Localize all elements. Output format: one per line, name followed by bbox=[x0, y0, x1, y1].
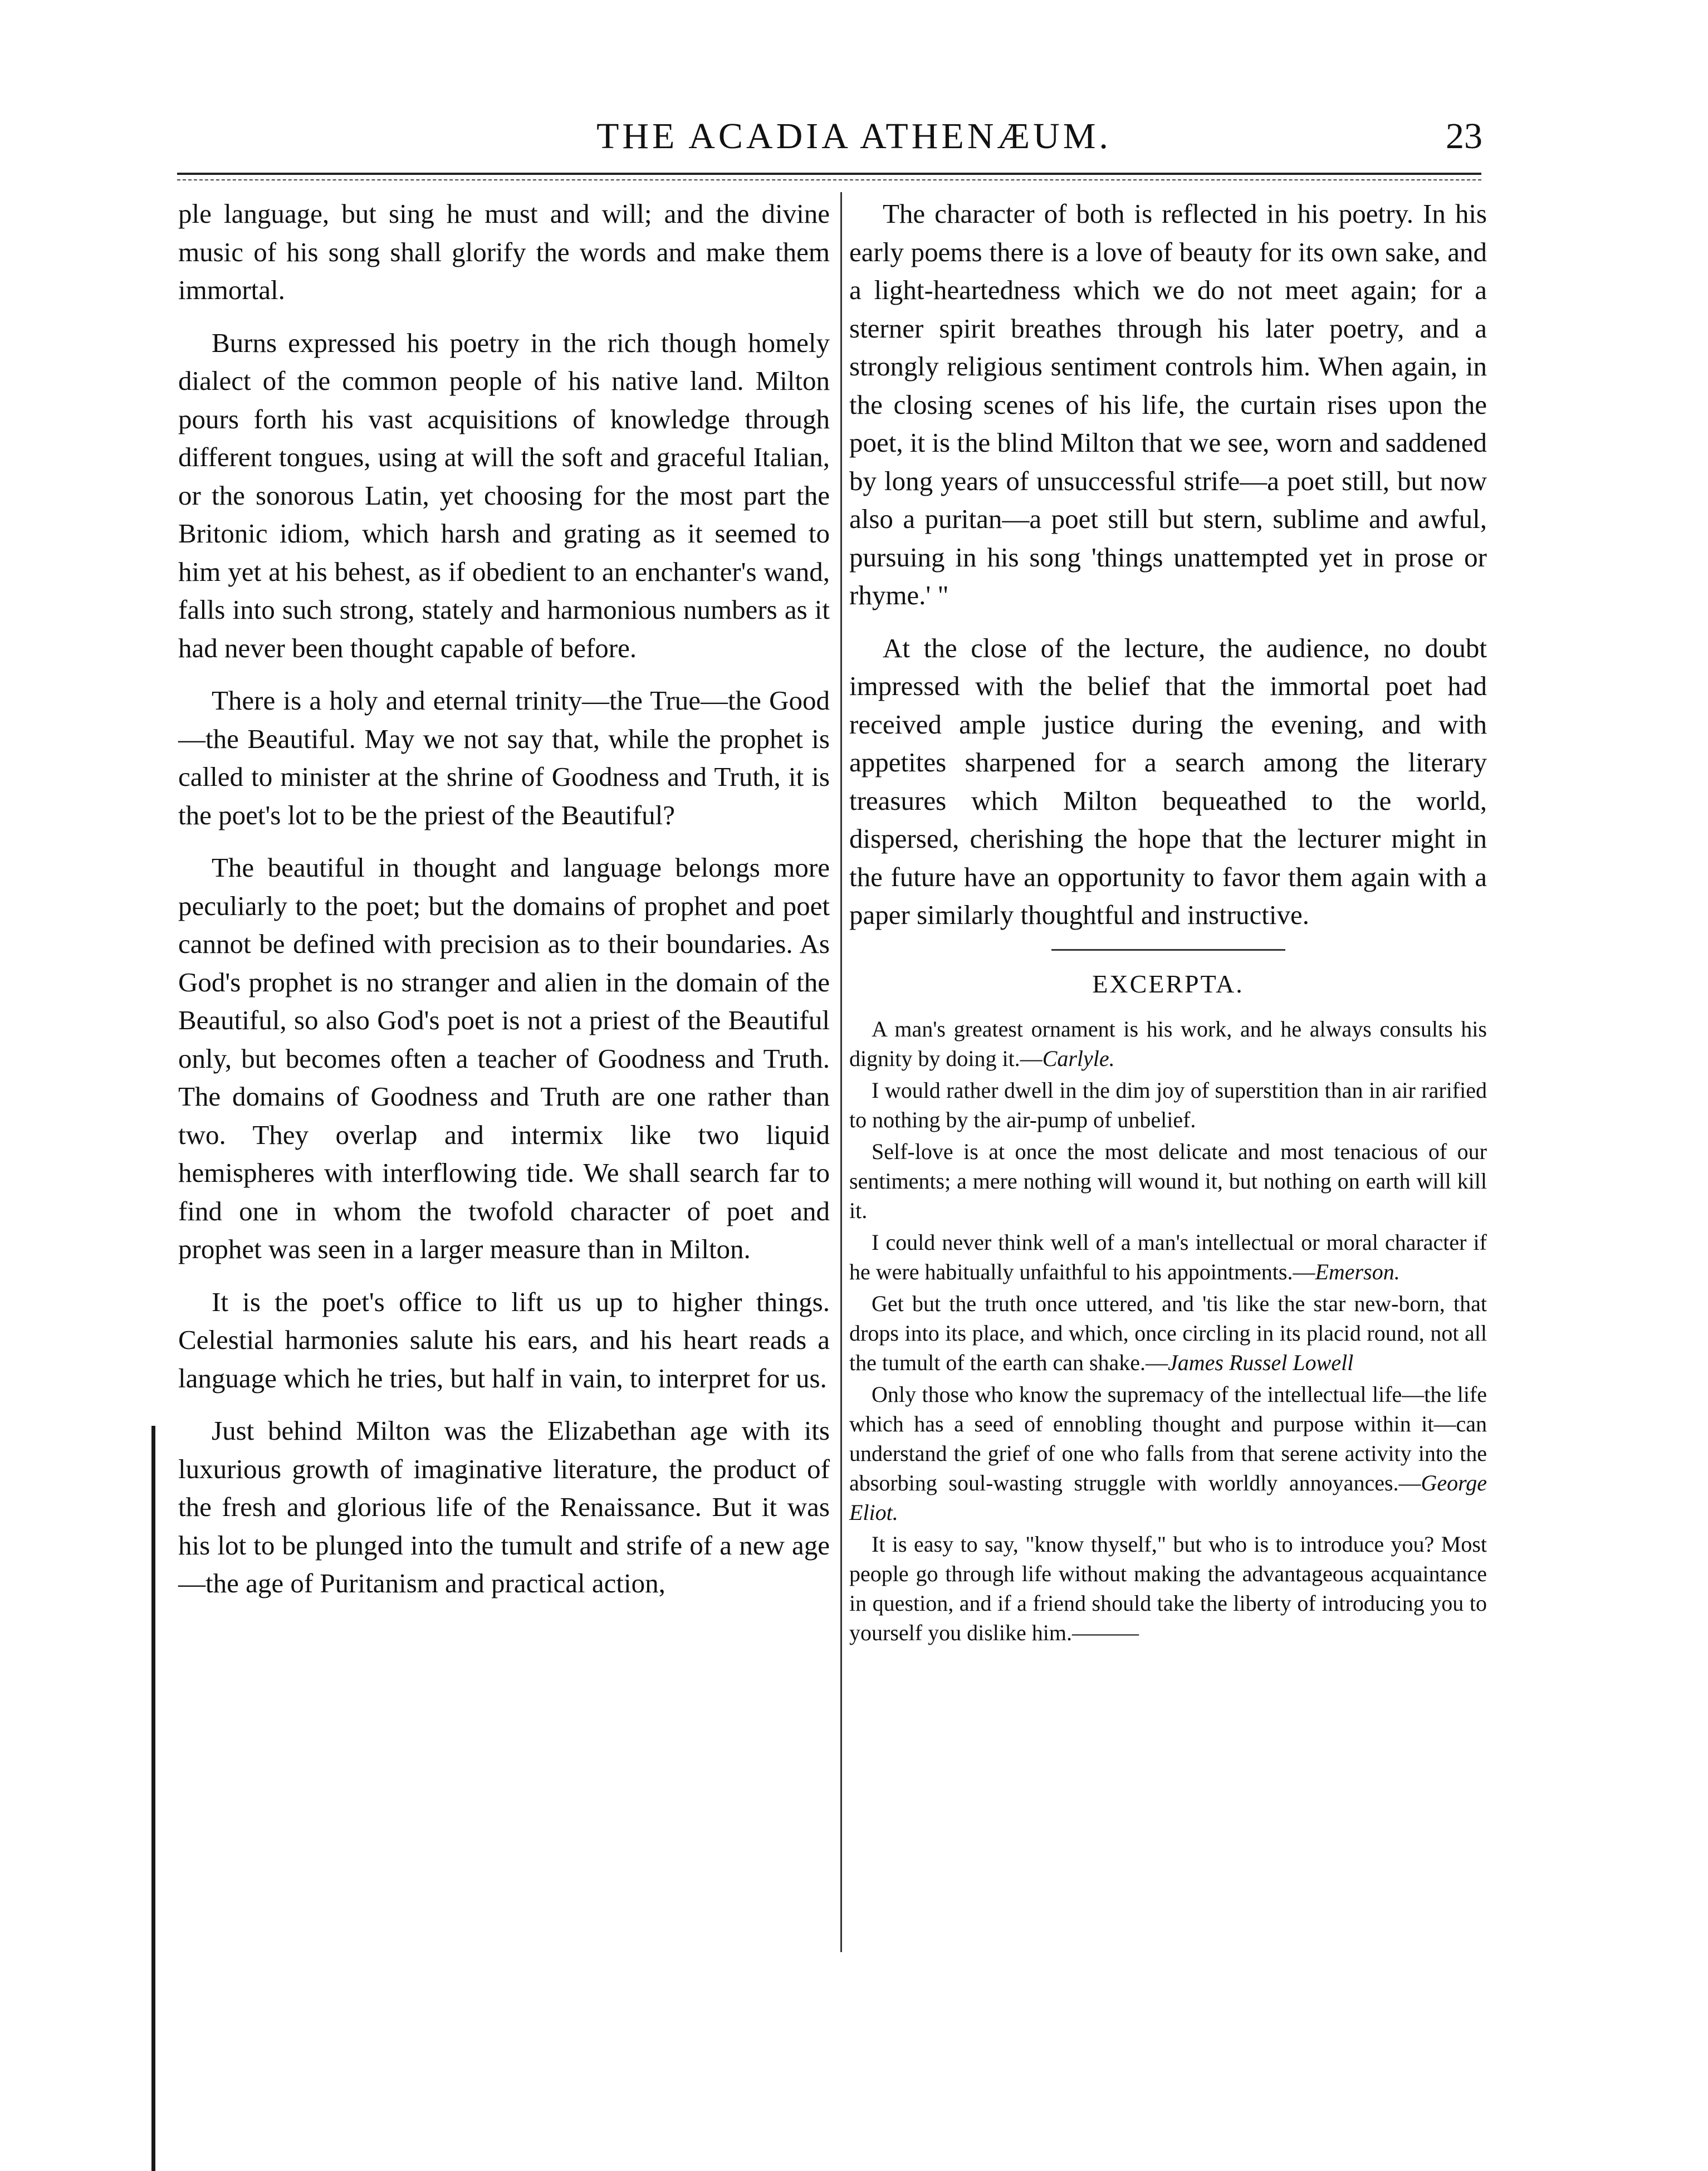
paragraph: Just behind Milton was the Elizabethan age with its luxurious growth of imaginative literature, the product of the fresh and glorious life of the Renaissance. But it was his lot to be plunged into the tumult and strife of a new age—the age of Puritanism and practical action, bbox=[178, 1415, 830, 1598]
paragraph: The beautiful in thought and language belongs more peculiarly to the poet; but the domains of prophet and poet cannot be defined with precision as to their boundaries. As God's prophet is no stranger and alien in the domain of the Beautiful, so also God's poet is not a priest of the Beautiful only, but becomes often a teacher of Goodness and Truth. The domains of Goodness and Truth are one rather than two. They overlap and intermix like two liquid hemispheres with interflowing tide. We shall search far to find one in whom the twofold character of poet and prophet was seen in a larger measure than in Milton. bbox=[178, 852, 830, 1264]
quote-author: Carlyle. bbox=[1042, 1045, 1115, 1071]
quote-text: Get but the truth once uttered, and 'tis like the star new-born, that drops into its place, and which, once circling in its placid round, not all the tumult of the earth can shake.— bbox=[849, 1290, 1487, 1375]
paragraph: ple language, but sing he must and will; and the divine music of his song shall glorify the words and make them immortal. bbox=[178, 198, 830, 305]
quote-author: Emerson. bbox=[1315, 1259, 1400, 1284]
header-rule bbox=[177, 173, 1481, 175]
paragraph: Burns expressed his poetry in the rich though homely dialect of the common people of his native land. Milton pours forth his vast acquisitions of knowledge through different tongues, using at will the soft and graceful Italian, or the sonorous Latin, yet choosing for the most part the Britonic idiom, which harsh and grating as it seemed to him yet at his behest, as if obedient to an enchanter's wand, falls into such strong, stately and harmonious numbers as it had never been thought capable of before. bbox=[178, 327, 830, 663]
quote-text: I would rather dwell in the dim joy of superstition than in air rarified to nothing by the air-pump of unbelief. bbox=[849, 1077, 1487, 1132]
excerpt-quote bbox=[849, 1014, 1487, 1073]
excerpt-quote bbox=[849, 1228, 1487, 1287]
section-rule bbox=[1051, 949, 1285, 951]
quote-author: George Eliot. bbox=[849, 1470, 1487, 1525]
right-column bbox=[849, 195, 1487, 1650]
journal-title: THE ACADIA ATHENÆUM. bbox=[596, 116, 1112, 157]
excerpt-quote bbox=[849, 1075, 1487, 1135]
quote-text: A man's greatest ornament is his work, and he always consults his dignity by doing it.— bbox=[849, 1016, 1487, 1071]
header-rule-dashed bbox=[177, 179, 1481, 180]
quote-text: It is easy to say, "know thyself," but who is to introduce you? Most people go through life without making the advantageous acquaintance in question, and if a friend should take the liberty of introducing you to yourself you dislike him.——— bbox=[849, 1531, 1487, 1645]
page-binding-edge bbox=[151, 1426, 155, 2171]
running-header bbox=[0, 111, 1708, 162]
excerpt-quote bbox=[849, 1380, 1487, 1527]
quote-author: James Russel Lowell bbox=[1168, 1349, 1354, 1375]
quote-text: Self-love is at once the most delicate and most tenacious of our sentiments; a mere nothing will wound it, but nothing on earth will kill it. bbox=[849, 1138, 1487, 1223]
paragraph: The character of both is reflected in his poetry. In his early poems there is a love of beauty for its own sake, and a light-heartedness which we do not meet again; for a sterner spirit breathes through his later poetry, and a strongly religious sentiment controls him. When again, in the closing scenes of his life, the curtain rises upon the poet, it is the blind Milton that we see, worn and saddened by long years of unsuccessful strife—a poet still, but now also a puritan—a poet still but stern, sublime and awful, pursuing in his song 'things unattempted yet in prose or rhyme.' " bbox=[849, 198, 1487, 610]
column-divider bbox=[840, 192, 842, 1952]
paragraph: There is a holy and eternal trinity—the True—the Good—the Beautiful. May we not say that, while the prophet is called to minister at the shrine of Goodness and Truth, it is the poet's lot to be the priest of the Beautiful? bbox=[178, 685, 830, 830]
paragraph: It is the poet's office to lift us up to higher things. Celestial harmonies salute his ears, and his heart reads a language which he tries, but half in vain, to interpret for us. bbox=[178, 1286, 830, 1393]
excerpt-quote bbox=[849, 1529, 1487, 1647]
paragraph: At the close of the lecture, the audience, no doubt impressed with the belief that the immortal poet had received ample justice during the evening, and with appetites sharpened for a search among the literary treasures which Milton bequeathed to the world, dispersed, cherishing the hope that the lecturer might in the future have an opportunity to favor them again with a paper similarly thoughtful and instructive. bbox=[849, 632, 1487, 930]
quote-text: I could never think well of a man's intellectual or moral character if he were habitually unfaithful to his appointments.— bbox=[849, 1229, 1487, 1284]
excerpt-quote bbox=[849, 1137, 1487, 1225]
left-column bbox=[178, 195, 830, 1617]
quote-text: Only those who know the supremacy of the intellectual life—the life which has a seed of ennobling thought and purpose within it—can understand the grief of one who falls from that serene activity into the absorbing soul-wasting struggle with worldly annoyances.— bbox=[849, 1381, 1487, 1495]
excerpt-quote bbox=[849, 1289, 1487, 1377]
excerpta-heading: EXCERPTA. bbox=[1092, 969, 1244, 998]
page-number: 23 bbox=[1446, 116, 1482, 157]
